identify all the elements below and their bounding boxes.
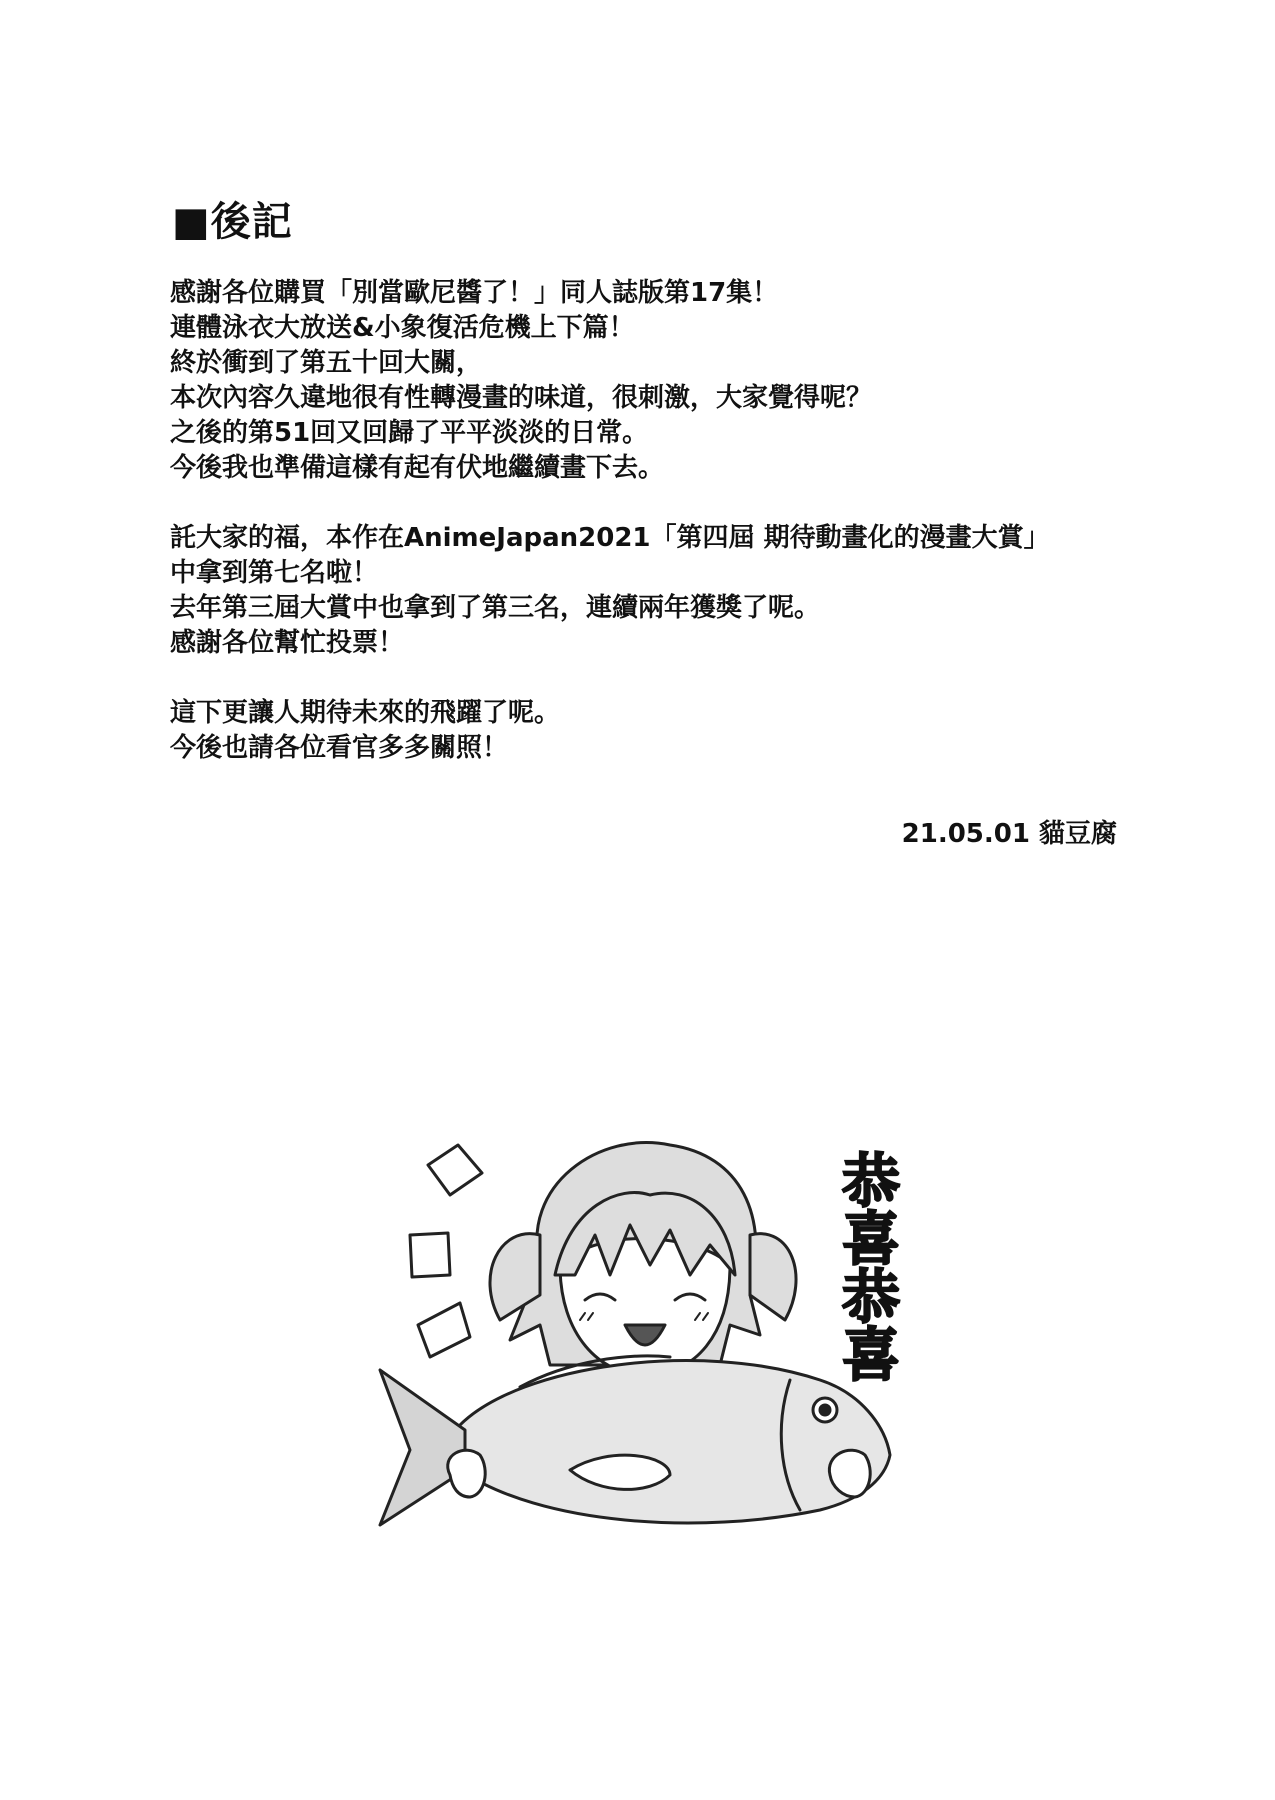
text-line: 中拿到第七名啦！ xyxy=(170,558,379,588)
emphasis-mark xyxy=(418,1303,470,1357)
text-line: 今後也請各位看官多多關照！ xyxy=(170,733,509,763)
paragraph-2 xyxy=(170,521,1150,661)
text-line: 今後我也準備這樣有起有伏地繼續畫下去。 xyxy=(170,453,665,483)
emphasis-mark xyxy=(410,1233,450,1277)
text-line: 去年第三屆大賞中也拿到了第三名，連續兩年獲獎了呢。 xyxy=(170,593,821,623)
hand-left xyxy=(448,1450,485,1497)
text-line: 這下更讓人期待未來的飛躍了呢。 xyxy=(170,698,561,728)
text-line: 之後的第51回又回歸了平平淡淡的日常。 xyxy=(170,418,649,448)
text-line: 託大家的福，本作在AnimeJapan2021「第四屆 期待動畫化的漫畫大賞」 xyxy=(170,523,1050,553)
text-line: 感謝各位購買「別當歐尼醬了！」同人誌版第17集！ xyxy=(170,278,779,308)
hair-tail-right xyxy=(750,1234,796,1320)
afterword-heading xyxy=(172,190,293,247)
text-line: 本次內容久違地很有性轉漫畫的味道，很刺激，大家覺得呢？ xyxy=(170,383,873,413)
emphasis-mark xyxy=(428,1145,482,1195)
fish-tail xyxy=(380,1370,465,1525)
girl-holding-fish-illustration xyxy=(370,1125,910,1585)
signature: 21.05.01 貓豆腐 xyxy=(901,819,1117,849)
heading-text: ■後記 xyxy=(172,199,293,245)
text-line: 終於衝到了第五十回大關， xyxy=(170,348,483,378)
afterword-body xyxy=(170,276,1150,801)
paragraph-1 xyxy=(170,276,1150,486)
congratulations-text: 恭喜恭喜 xyxy=(832,1150,900,1382)
paragraph-3 xyxy=(170,696,1150,766)
text-line: 連體泳衣大放送&小象復活危機上下篇！ xyxy=(170,313,635,343)
text-line: 感謝各位幫忙投票！ xyxy=(170,628,405,658)
